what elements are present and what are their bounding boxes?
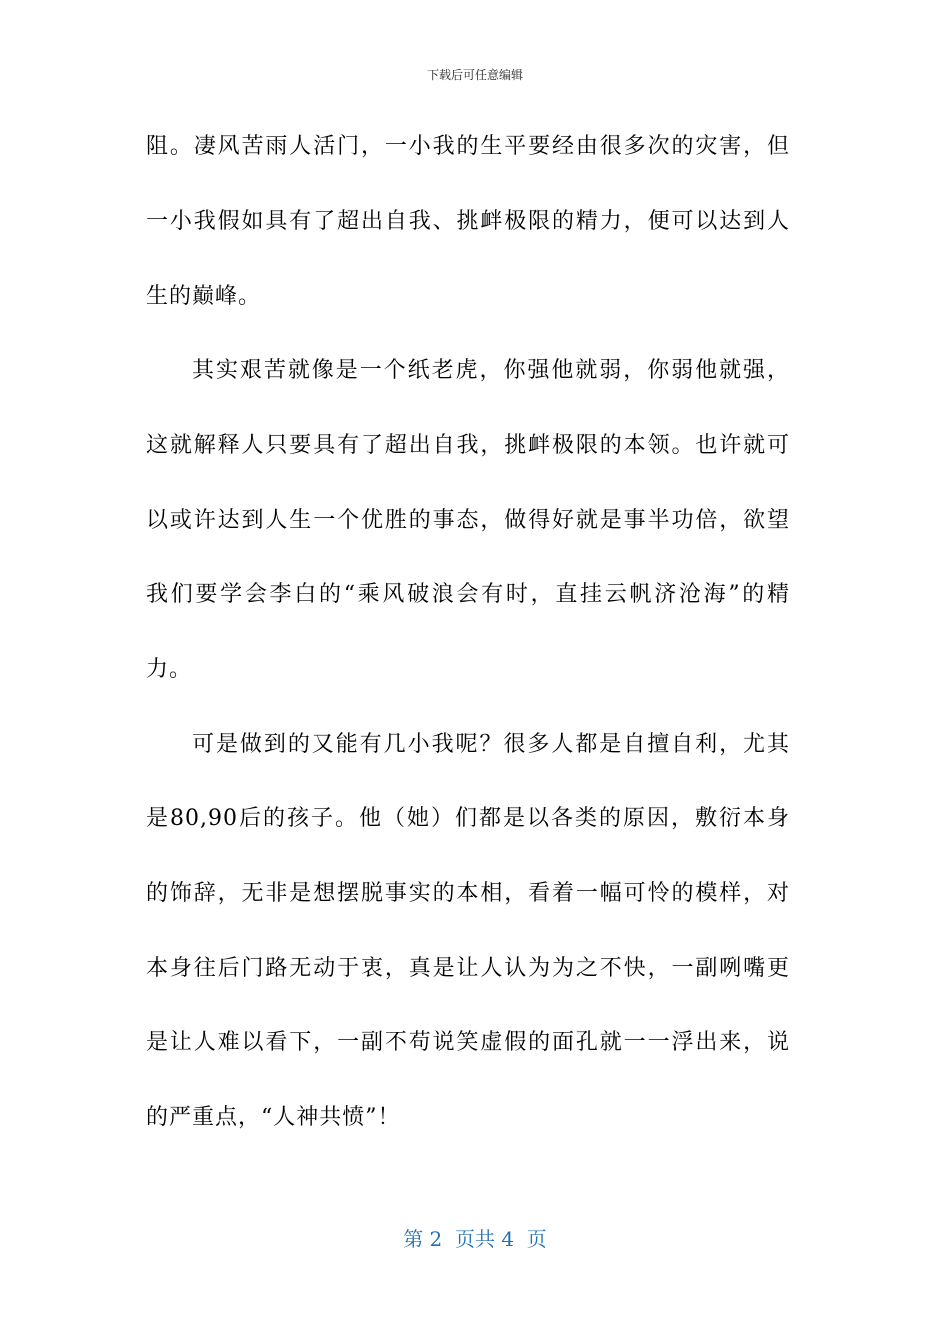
page-header: 下载后可任意编辑 [426, 68, 523, 82]
paragraph-3-line-2: 是80,90后的孩子。他（她）们都是以各类的原因，敷衍本身 [146, 806, 790, 831]
paragraph-1-line-2: 一小我假如具有了超出自我、挑衅极限的精力，便可以达到人 [146, 209, 790, 234]
paragraph-3-line-1: 可是做到的又能有几小我呢？很多人都是自擅自利，尤其 [192, 732, 790, 757]
paragraph-1-line-1: 阻。凄风苦雨人活门，一小我的生平要经由很多次的灾害，但 [146, 134, 790, 159]
paragraph-2-line-2: 这就解释人只要具有了超出自我，挑衅极限的本领。也许就可 [146, 433, 790, 458]
paragraph-3-line-6: 的严重点，“人神共愤”！ [146, 1105, 401, 1130]
paragraph-2-line-5: 力。 [146, 657, 193, 682]
paragraph-2-line-3: 以或许达到人生一个优胜的事态，做得好就是事半功倍，欲望 [146, 508, 790, 533]
paragraph-3-line-5: 是让人难以看下，一副不苟说笑虚假的面孔就一一浮出来，说 [146, 1030, 790, 1055]
paragraph-1-line-3: 生的巅峰。 [146, 284, 262, 309]
paragraph-3-line-3: 的饰辞，无非是想摆脱事实的本相，看着一幅可怜的模样，对 [146, 881, 790, 906]
paragraph-2-line-1: 其实艰苦就像是一个纸老虎，你强他就弱，你弱他就强， [192, 358, 790, 383]
paragraph-3-line-4: 本身往后门路无动于衷，真是让人认为为之不快，一副咧嘴更 [146, 956, 790, 981]
page-number-footer: 第 2 页共 4 页 [403, 1227, 547, 1251]
paragraph-2-line-4: 我们要学会李白的“乘风破浪会有时，直挂云帆济沧海”的精 [146, 582, 790, 607]
